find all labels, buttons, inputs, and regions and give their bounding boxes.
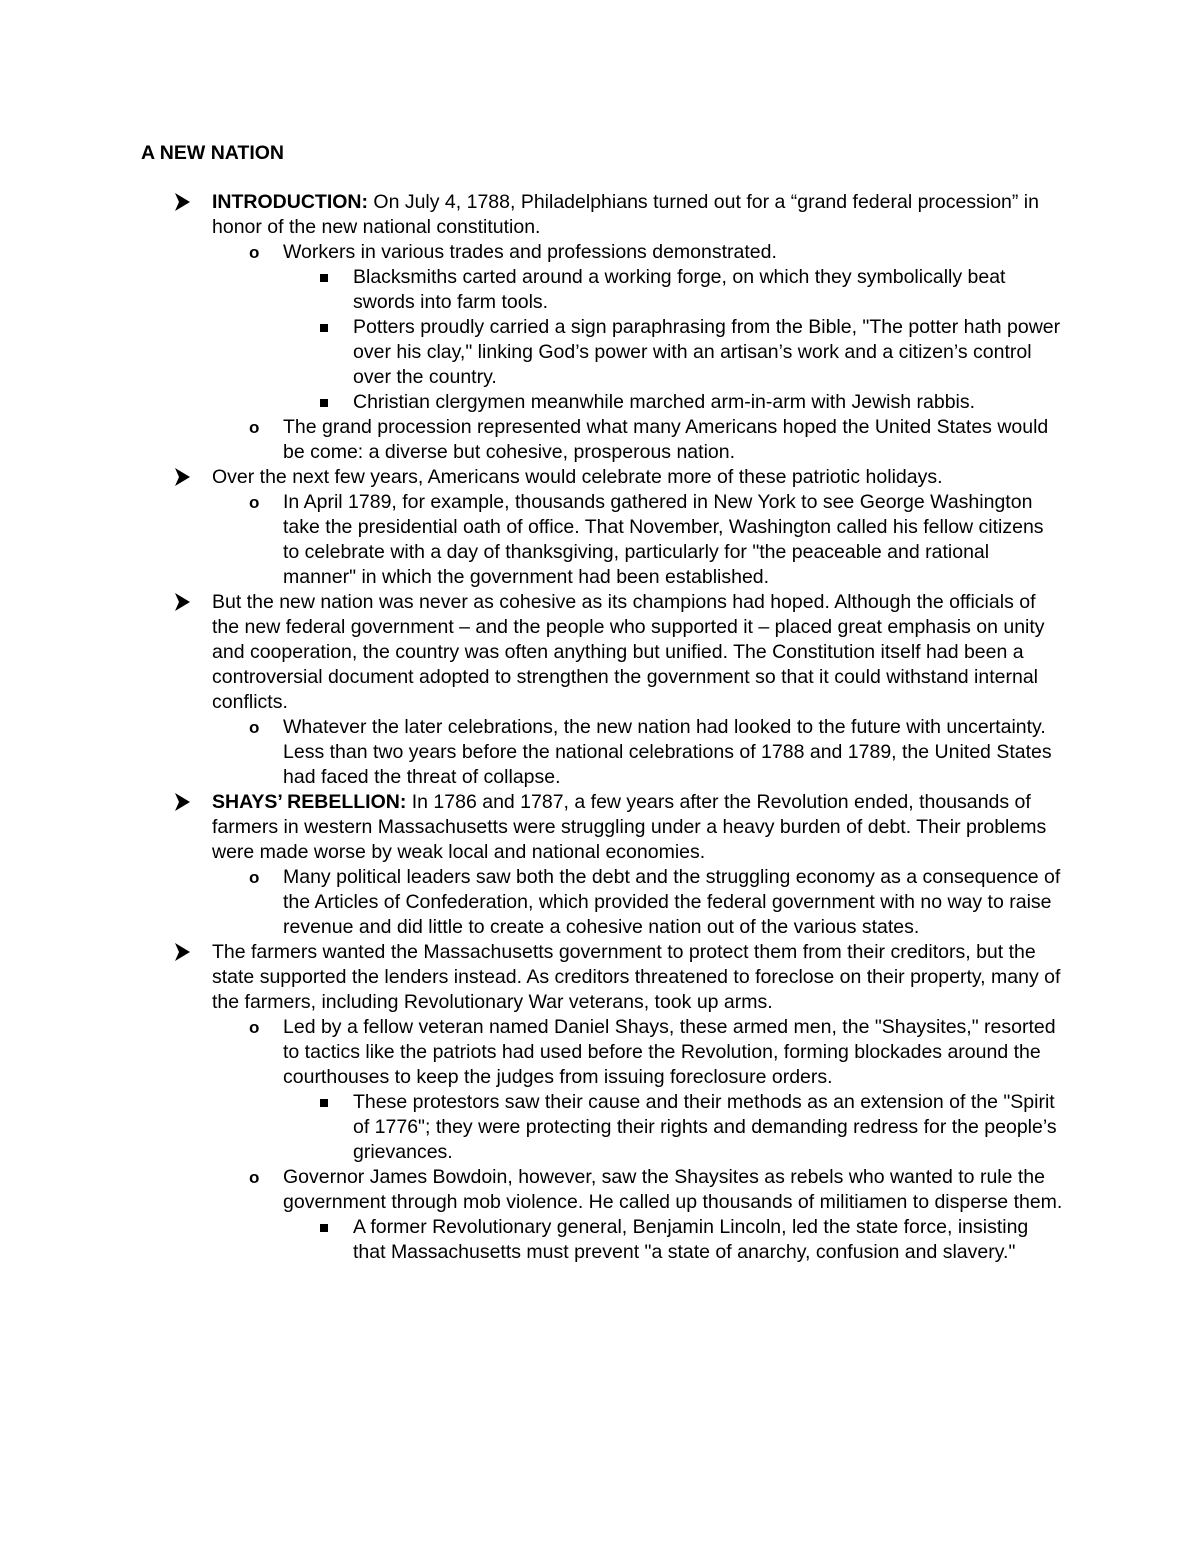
circle-bullet-icon: o (249, 243, 260, 262)
outline-text: Blacksmiths carted around a working forge, on which they symbolically beat swords into farm tools. (353, 266, 1006, 313)
outline-text: But the new nation was never as cohesive as its champions had hoped. Although the officials of the new federal government – and the people who supported it – placed great emphasis on unity and cooperation, the country was often anything but unified. The Constitution itself had been a controversial document adopted to strengthen the government so that it could withstand internal conflicts. (212, 591, 1045, 713)
outline-text: These protestors saw their cause and their methods as an extension of the "Spirit of 1776"; they were protecting their rights and demanding redress for the people’s grievances. (353, 1091, 1057, 1163)
section-heading: SHAYS’ REBELLION: (212, 791, 407, 813)
outline-item-level-2 (249, 1165, 1063, 1215)
arrow-bullet-icon (174, 592, 192, 619)
outline-text: Potters proudly carried a sign paraphrasing from the Bible, "The potter hath power over his clay," linking God’s power with an artisan’s work and a citizen’s control over the country. (353, 316, 1061, 388)
section-heading: INTRODUCTION: (212, 191, 368, 213)
outline-item-level-1 (212, 790, 1062, 865)
arrow-bullet-icon (174, 467, 192, 494)
outline-text: Over the next few years, Americans would celebrate more of these patriotic holidays. (212, 466, 943, 488)
outline-item-level-2 (249, 490, 1063, 590)
outline-text: Whatever the later celebrations, the new nation had looked to the future with uncertainty. Less than two years before the national celebrations of 1788 and 1789, the United States had faced the threat of collapse. (283, 716, 1052, 788)
outline-text: In April 1789, for example, thousands gathered in New York to see George Washington take the presidential oath of office. That November, Washington called his fellow citizens to celebrate with a day of thanksgiving, particularly for "the peaceable and rational manner" in which the government had been established. (283, 491, 1044, 588)
square-bullet-icon (320, 324, 328, 332)
outline-text: Christian clergymen meanwhile marched arm-in-arm with Jewish rabbis. (353, 391, 976, 413)
outline-item-level-3 (353, 1090, 1063, 1165)
outline-text: On July 4, 1788, Philadelphians turned out for a “grand federal procession” in honor of the new national constitution. (212, 191, 1039, 238)
circle-bullet-icon: o (249, 418, 260, 437)
circle-bullet-icon: o (249, 718, 260, 737)
outline-list (0, 190, 1200, 1265)
outline-text: Workers in various trades and professions demonstrated. (283, 241, 777, 263)
square-bullet-icon (320, 1224, 328, 1232)
outline-item-level-1 (212, 190, 1062, 240)
outline-text: A former Revolutionary general, Benjamin Lincoln, led the state force, insisting that Massachusetts must prevent "a state of anarchy, confusion and slavery." (353, 1216, 1029, 1263)
circle-bullet-icon: o (249, 493, 260, 512)
square-bullet-icon (320, 399, 328, 407)
outline-text: Led by a fellow veteran named Daniel Shays, these armed men, the "Shaysites," resorted to tactics like the patriots had used before the Revolution, forming blockades around the courthouses to keep the judges from issuing foreclosure orders. (283, 1016, 1056, 1088)
outline-text: In 1786 and 1787, a few years after the Revolution ended, thousands of farmers in western Massachusetts were struggling under a heavy burden of debt. Their problems were made worse by weak local and national economies. (212, 791, 1047, 863)
outline-text: Governor James Bowdoin, however, saw the Shaysites as rebels who wanted to rule the government through mob violence. He called up thousands of militiamen to disperse them. (283, 1166, 1063, 1213)
outline-text: The grand procession represented what many Americans hoped the United States would be come: a diverse but cohesive, prosperous nation. (283, 416, 1049, 463)
arrow-bullet-icon (174, 192, 192, 219)
outline-item-level-1 (212, 940, 1062, 1015)
square-bullet-icon (320, 1099, 328, 1107)
circle-bullet-icon: o (249, 868, 260, 887)
outline-item-level-1 (212, 465, 1062, 490)
outline-item-level-2 (249, 415, 1063, 465)
outline-item-level-3 (353, 1215, 1063, 1265)
outline-text: The farmers wanted the Massachusetts government to protect them from their creditors, but the state supported the lenders instead. As creditors threatened to foreclose on their property, many of the farmers, including Revolutionary War veterans, took up arms. (212, 941, 1061, 1013)
circle-bullet-icon: o (249, 1018, 260, 1037)
page-title: A NEW NATION (141, 142, 284, 164)
outline-item-level-2 (249, 865, 1063, 940)
outline-item-level-1 (212, 590, 1062, 715)
outline-item-level-3 (353, 265, 1063, 315)
outline-item-level-2 (249, 715, 1063, 790)
arrow-bullet-icon (174, 942, 192, 969)
outline-item-level-2 (249, 240, 1063, 265)
arrow-bullet-icon (174, 792, 192, 819)
circle-bullet-icon: o (249, 1168, 260, 1187)
outline-item-level-3 (353, 315, 1063, 390)
outline-item-level-3 (353, 390, 1063, 415)
square-bullet-icon (320, 274, 328, 282)
outline-item-level-2 (249, 1015, 1063, 1090)
outline-text: Many political leaders saw both the debt and the struggling economy as a consequence of the Articles of Confederation, which provided the federal government with no way to raise revenue and did little to create a cohesive nation out of the various states. (283, 866, 1061, 938)
